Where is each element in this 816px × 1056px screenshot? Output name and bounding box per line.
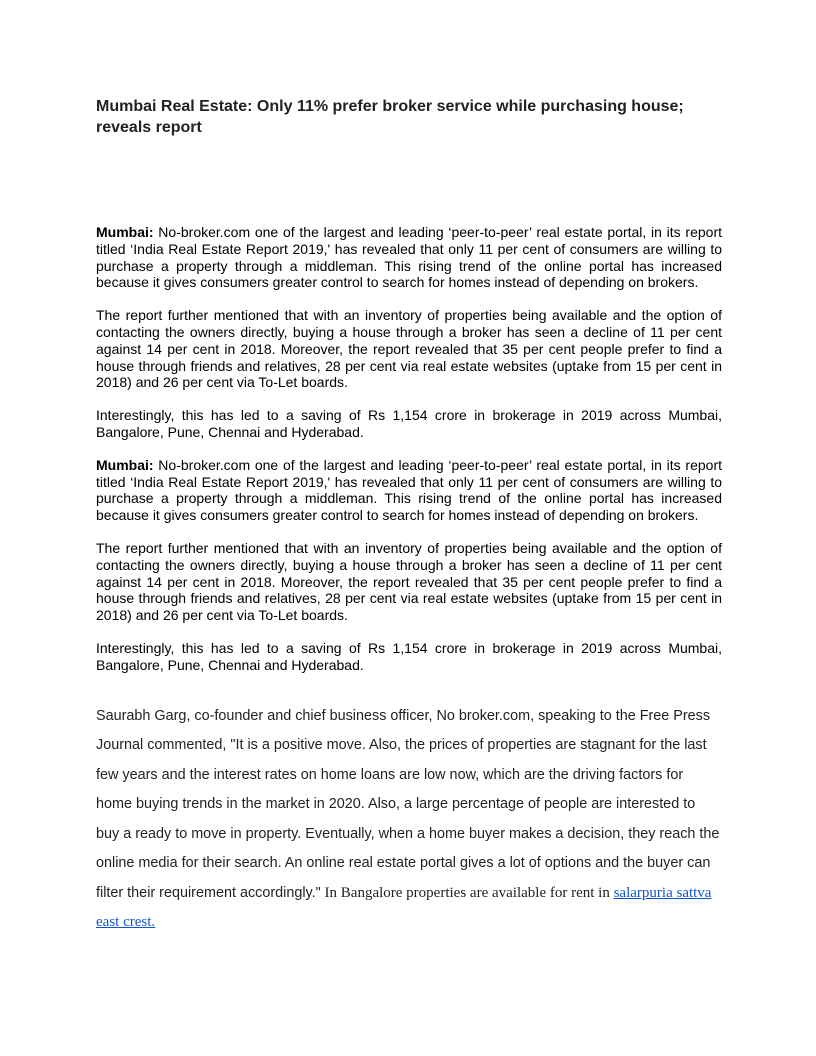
paragraph-6 bbox=[96, 640, 722, 674]
paragraph-1 bbox=[96, 224, 722, 291]
paragraph-text: The report further mentioned that with an inventory of properties being available and the option of contacting the owners directly, buying a house through a broker has seen a decline of 11 per cent against 14 per cent in 2018. Moreover, the report revealed that 35 per cent people prefer to find a house through friends and relatives, 28 per cent via real estate websites (uptake from 15 per cent in 2018) and 26 per cent via To-Let boards. bbox=[96, 539, 722, 624]
paragraph-2 bbox=[96, 307, 722, 391]
paragraph-4 bbox=[96, 457, 722, 524]
quote-paragraph bbox=[96, 702, 722, 938]
paragraph-lead: Mumbai: bbox=[96, 456, 154, 473]
quote-tail: In Bangalore properties are available for rent in bbox=[320, 884, 614, 901]
paragraph-5 bbox=[96, 540, 722, 624]
paragraph-text: The report further mentioned that with an inventory of properties being available and the option of contacting the owners directly, buying a house through a broker has seen a decline of 11 per cent against 14 per cent in 2018. Moreover, the report revealed that 35 per cent people prefer to find a house through friends and relatives, 28 per cent via real estate websites (uptake from 15 per cent in 2018) and 26 per cent via To-Let boards. bbox=[96, 307, 722, 391]
paragraph-lead: Mumbai: bbox=[96, 224, 154, 240]
salarpuria-link[interactable]: salarpuria sattva east crest. bbox=[96, 884, 712, 931]
quote-text: Saurabh Garg, co-founder and chief business officer, No broker.com, speaking to the Free Press Journal commented, "It is a positive move. Also, the prices of properties are stagnant for the last few years and the interest rates on home loans are low now, which are the driving factors for home buying trends in the market in 2020. Also, a large percentage of people are interested to buy a ready to move in property. Eventually, when a home buyer makes a decision, they reach the online media for their search. An online real estate portal gives a lot of options and the buyer can filter their requirement accordingly." bbox=[96, 707, 720, 901]
paragraph-text: No-broker.com one of the largest and leading ‘peer-to-peer’ real estate portal, in its report titled ‘India Real Estate Report 2019,' has revealed that only 11 per cent of consumers are willing to purchase a property through a middleman. This rising trend of the online portal has increased because it gives consumers greater control to search for homes instead of depending on brokers. bbox=[96, 456, 722, 524]
document-page bbox=[96, 96, 722, 952]
paragraph-text: Interestingly, this has led to a saving of Rs 1,154 crore in brokerage in 2019 across Mumbai, Bangalore, Pune, Chennai and Hyderabad. bbox=[96, 639, 722, 673]
paragraph-3 bbox=[96, 407, 722, 441]
paragraph-text: No-broker.com one of the largest and leading ‘peer-to-peer’ real estate portal, in its report titled ‘India Real Estate Report 2019,' has revealed that only 11 per cent of consumers are willing to purchase a property through a middleman. This rising trend of the online portal has increased because it gives consumers greater control to search for homes instead of depending on brokers. bbox=[96, 224, 722, 291]
article-title: Mumbai Real Estate: Only 11% prefer broker service while purchasing house; reveals report bbox=[96, 98, 684, 136]
paragraph-text: Interestingly, this has led to a saving of Rs 1,154 crore in brokerage in 2019 across Mumbai, Bangalore, Pune, Chennai and Hyderabad. bbox=[96, 407, 722, 440]
